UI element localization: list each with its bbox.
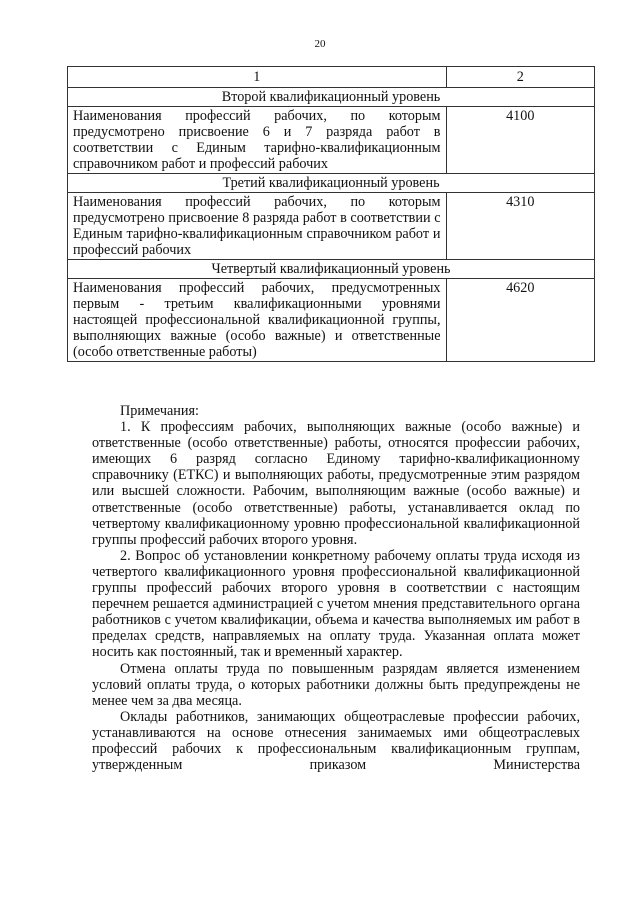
notes-section [92,403,580,773]
level-title-fourth: Четвертый квалификационный уровень [68,260,595,279]
salary-value: 4620 [446,279,595,362]
page-number: 20 [314,38,326,50]
profession-description: Наименования профессий рабочих, по которым предусмотрено присвоение 8 разряда работ в соответствии с Единым тарифно-квалификационным справочником работ и профессий рабочих [68,193,447,260]
table-row [68,279,595,362]
level-title-second: Второй квалификационный уровень [68,88,595,107]
table-row [68,107,595,174]
note-paragraph-2: 2. Вопрос об установлении конкретному рабочему оплаты труда исходя из четвертого квалификационного уровня профессиональной квалификационной группы профессий рабочих второго уровня в соответствии с настоящим перечнем решается администрацией с учетом мнения представительного органа работников с учетом квалификации, объема и качества выполняемых им работ в пределах средств, направляемых на оплату труда. Указанная оплата может носить как постоянный, так и временный характер. [92,547,580,661]
salary-table [67,66,595,362]
notes-heading: Примечания: [120,403,199,419]
note-paragraph-4: Оклады работников, занимающих общеотраслевые профессии рабочих, устанавливаются на основе отнесения занимаемых ими общеотраслевых профессий рабочих к профессиональным квалификационным группам, утвержденным приказом Министерства [92,708,580,774]
note-paragraph-3: Отмена оплаты труда по повышенным разрядам является изменением условий оплаты труда, о которых работники должны быть предупреждены не менее чем за два месяца. [92,660,580,709]
profession-description: Наименования профессий рабочих, по которым предусмотрено присвоение 6 и 7 разряда работ в соответствии с Единым тарифно-квалификационным справочником работ и профессий рабочих [68,107,447,174]
level-row [68,174,595,193]
column-header-2: 2 [446,67,595,88]
column-header-1: 1 [68,67,447,88]
note-paragraph-1: 1. К профессиям рабочих, выполняющих важные (особо важные) и ответственные (особо ответственные) работы, относятся профессии рабочих, имеющих 6 разряд согласно Единому тарифно-квалификационному справочнику (ЕТКС) и выполняющих работы, предусмотренные этим разрядом или высшей сложности. Рабочим, выполняющим важные (особо важные) и ответственные (особо ответственные) работы, устанавливается оклад по четвертому квалификационному уровню профессиональной квалификационной группы профессий рабочих второго уровня. [92,419,580,548]
table-header-row [68,67,595,88]
salary-value: 4310 [446,193,595,260]
level-title-third: Третий квалификационный уровень [68,174,595,193]
table-row [68,193,595,260]
profession-description: Наименования профессий рабочих, предусмотренных первым - третьим квалификационными уровнями настоящей профессиональной квалификационной группы, выполняющих важные (особо важные) и ответственные (особо ответственные работы) [68,279,447,362]
level-row [68,88,595,107]
level-row [68,260,595,279]
salary-value: 4100 [446,107,595,174]
